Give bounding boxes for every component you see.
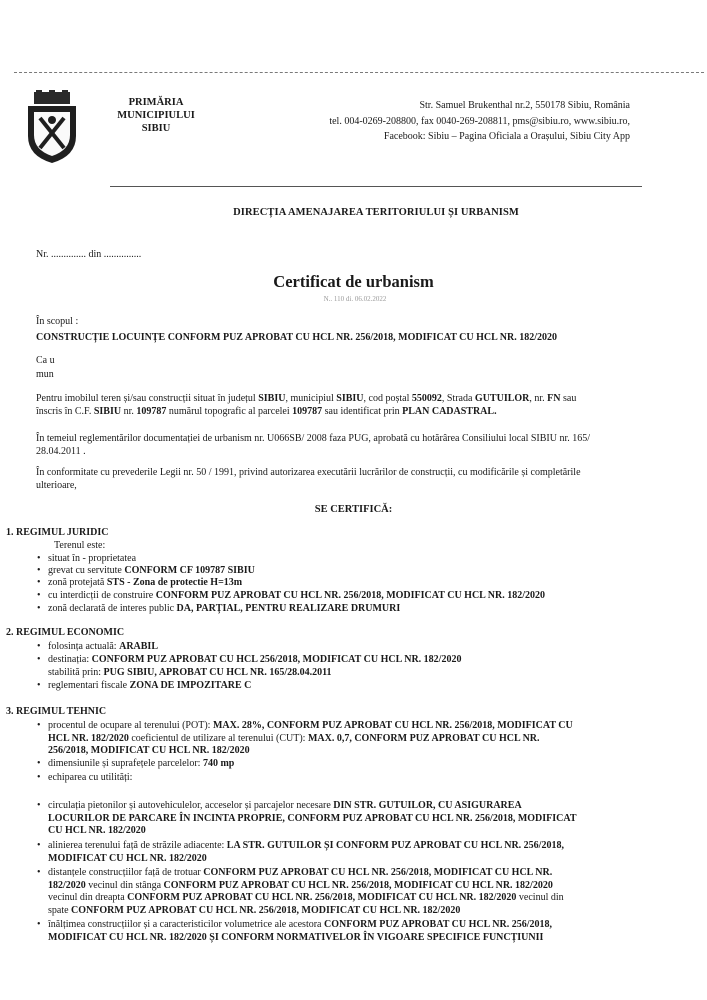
postal-code: 550092 bbox=[411, 393, 442, 404]
law-line-2: ulterioare, bbox=[36, 479, 77, 491]
text-span: , nr. bbox=[529, 393, 548, 404]
header-divider bbox=[110, 186, 642, 187]
list-item: • zonă declarată de interes public DA, PARȚIAL, PENTRU REALIZARE DRUMURI bbox=[37, 603, 401, 614]
item-label: procentul de ocupare al terenului (POT): bbox=[48, 720, 213, 731]
purpose-value: CONSTRUCȚIE LOCUINȚE CONFORM PUZ APROBAT CU HCL NR. 256/2018, MODIFICAT CU HCL NR. 182/2020 bbox=[36, 332, 557, 343]
text-span: înscris în C.F. bbox=[36, 405, 94, 417]
item-value: CONFORM CF 109787 SIBIU bbox=[124, 565, 255, 576]
list-subitem bbox=[48, 667, 332, 678]
item-label: stabilită prin: bbox=[48, 667, 104, 678]
item-value: CONFORM PUZ APROBAT CU HCL NR. 256/2018, MODIFICAT CU HCL NR. 182/2020 bbox=[155, 590, 546, 601]
juridic-intro: Terenul este: bbox=[54, 540, 106, 551]
text-span: numărul topografic al parcelei bbox=[166, 405, 293, 417]
certificate-number: N.. 110 di. 06.02.2022 bbox=[323, 295, 387, 303]
item-value: HCL NR. 182/2020 bbox=[48, 732, 129, 744]
item-value: CONFORM PUZ APROBAT CU HCL NR. 256/2018, bbox=[324, 919, 552, 930]
item-value: MODIFICAT CU HCL NR. 182/2020 bbox=[48, 852, 207, 864]
item-label: distanțele construcțiilor față de trotuar bbox=[48, 867, 204, 878]
item-label: vecinul din stânga bbox=[85, 879, 164, 891]
item-value: LOCURILOR DE PARCARE ÎN INCINTA PROPRIE, CONFORM PUZ APROBAT CU HCL NR. 256/2018, MODIFICAT bbox=[48, 812, 577, 824]
regulation-line-2: 28.04.2011 . bbox=[36, 445, 86, 457]
county-value: SIBIU bbox=[258, 393, 286, 404]
item-value: LA STR. GUTUILOR ȘI CONFORM PUZ APROBAT CU HCL NR. 256/2018, bbox=[226, 840, 564, 851]
item-value: CONFORM PUZ APROBAT CU HCL NR. 256/2018, MODIFICAT CU HCL NR. 182/2020 bbox=[71, 904, 461, 916]
property-paragraph bbox=[36, 393, 696, 418]
ca-label: Ca u bbox=[36, 355, 55, 366]
cf-number: 109787 bbox=[136, 405, 167, 417]
list-item: • zonă protejată STS - Zona de protectie H=13m bbox=[37, 577, 243, 588]
list-item: • dimensiunile și suprafețele parcelelor: 740 mp bbox=[37, 758, 235, 769]
item-label: destinația: bbox=[48, 654, 92, 665]
item-label: folosința actuală: bbox=[48, 641, 120, 652]
item-label: vecinul din dreapta bbox=[48, 892, 128, 903]
text-span: , Strada bbox=[441, 393, 475, 404]
item-label: situat în - proprietatea bbox=[48, 553, 137, 564]
coat-of-arms-icon bbox=[24, 90, 80, 164]
item-label: dimensiunile și suprafețele parcelelor: bbox=[48, 758, 203, 769]
list-item: • echiparea cu utilități: bbox=[37, 772, 133, 783]
list-item: • cu interdicții de construire CONFORM PUZ APROBAT CU HCL NR. 256/2018, MODIFICAT CU HCL NR. 182/2020 bbox=[37, 590, 546, 601]
item-value: CONFORM PUZ APROBAT CU HCL NR. 256/2018, MODIFICAT CU HCL NR. bbox=[203, 867, 553, 878]
parcel-number: 109787 bbox=[292, 405, 323, 417]
list-item: • destinația: CONFORM PUZ APROBAT CU HCL 256/2018, MODIFICAT CU HCL NR. 182/2020 bbox=[37, 654, 462, 665]
law-paragraph bbox=[36, 467, 696, 492]
purpose-label: În scopul : bbox=[36, 316, 79, 327]
item-label: vecinul din bbox=[516, 892, 564, 903]
institution-line1: PRIMĂRIA bbox=[128, 97, 184, 108]
cf-city: SIBIU bbox=[93, 405, 122, 417]
social-line: Facebook: Sibiu – Pagina Oficiala a Orașului, Sibiu City App bbox=[383, 131, 630, 142]
property-line-1 bbox=[36, 393, 696, 406]
item-value: MAX. 28%, CONFORM PUZ APROBAT CU HCL NR. 256/2018, MODIFICAT CU bbox=[212, 720, 573, 731]
contact-block bbox=[240, 98, 630, 145]
institution-line2: MUNICIPIULUI bbox=[117, 110, 195, 121]
item-value: CONFORM PUZ APROBAT CU HCL 256/2018, MODIFICAT CU HCL NR. 182/2020 bbox=[91, 654, 462, 665]
item-label: coeficientul de utilizare al terenului (CUT): bbox=[128, 732, 308, 744]
phone-line: tel. 004-0269-208800, fax 0040-269-208811, pms@sibiu.ro, www.sibiu.ro, bbox=[329, 115, 630, 127]
address: Str. Samuel Brukenthal nr.2, 550178 Sibiu, România bbox=[419, 100, 630, 111]
item-label: spate bbox=[48, 904, 72, 916]
item-label: cu interdicții de construire bbox=[48, 590, 156, 601]
regulation-paragraph bbox=[36, 433, 696, 458]
mun-label: mun bbox=[36, 369, 54, 380]
text-span: , cod poștal bbox=[363, 393, 412, 404]
section-tehnic-heading: 3. REGIMUL TEHNIC bbox=[6, 706, 107, 717]
department-name: DIRECȚIA AMENAJAREA TERITORIULUI ȘI URBANISM bbox=[233, 207, 519, 218]
item-label: grevat cu servitute bbox=[48, 565, 125, 576]
city-value: SIBIU bbox=[336, 393, 364, 404]
item-value: PUG SIBIU, APROBAT CU HCL NR. 165/28.04.2011 bbox=[103, 667, 332, 678]
institution-line3: SIBIU bbox=[141, 123, 171, 134]
law-line-1: În conformitate cu prevederile Legii nr. 50 / 1991, privind autorizarea executării lucrărilor de construcții, cu modificările și completările bbox=[36, 467, 581, 478]
item-value: DA, PARȚIAL, PENTRU REALIZARE DRUMURI bbox=[176, 603, 401, 614]
item-value: 740 mp bbox=[202, 758, 235, 769]
section-economic-heading: 2. REGIMUL ECONOMIC bbox=[6, 627, 125, 638]
item-value: ZONA DE IMPOZITARE C bbox=[129, 680, 252, 691]
certify-heading: SE CERTIFICĂ: bbox=[314, 504, 393, 515]
list-item: • situat în - proprietatea bbox=[37, 553, 137, 564]
text-span: sau bbox=[560, 393, 577, 404]
item-label: zonă protejată bbox=[48, 577, 107, 588]
cadastral-plan: PLAN CADASTRAL. bbox=[402, 405, 497, 417]
item-value: STS - Zona de protectie H=13m bbox=[106, 577, 243, 588]
section-juridic-heading: 1. REGIMUL JURIDIC bbox=[6, 527, 109, 538]
item-label: circulația pietonilor și autovehiculelor, acceselor și parcajelor necesare bbox=[48, 800, 334, 811]
item-label: alinierea terenului față de străzile adiacente: bbox=[48, 840, 227, 851]
page-title: Certificat de urbanism bbox=[273, 272, 434, 291]
item-value: 256/2018, MODIFICAT CU HCL NR. 182/2020 bbox=[48, 745, 250, 756]
text-span: nr. bbox=[121, 405, 137, 417]
item-value: DIN STR. GUTUILOR, CU ASIGURAREA bbox=[333, 800, 522, 811]
text-span: Pentru imobilul teren și/sau construcții situat în județul bbox=[36, 393, 259, 404]
list-item: • folosința actuală: ARABIL bbox=[37, 641, 158, 652]
list-item-circulation: • circulația pietonilor și autovehiculelor, acceselor și parcajelor necesare DIN STR. GUTUILOR, CU ASIGURAREA LOCURILOR DE PARCARE ÎN INCINTA PROPRIE, CONFORM PUZ APROBAT CU HCL NR. 256/2018, MODIFICAT CU HCL NR. 182/2020 bbox=[48, 800, 698, 838]
item-value: MODIFICAT CU HCL NR. 182/2020 ȘI CONFORM NORMATIVELOR ÎN VIGOARE SPECIFICE FUNCȚIUNII bbox=[48, 931, 544, 943]
item-label: zonă declarată de interes public bbox=[48, 603, 177, 614]
item-value: CU HCL NR. 182/2020 bbox=[48, 825, 146, 836]
street-value: GUTUILOR bbox=[474, 393, 530, 404]
list-item-pot-cut: • procentul de ocupare al terenului (POT): MAX. 28%, CONFORM PUZ APROBAT CU HCL NR. 256/2018, MODIFICAT CU HCL NR. 182/2020 coeficientul de utilizare al terenului (CUT): MAX. 0,7, CONFORM PUZ APROBAT CU HCL NR. 256/2018, MODIFICAT CU HCL NR. 182/2020 bbox=[48, 720, 698, 758]
text-span: sau identificat prin bbox=[322, 405, 403, 417]
regulation-line-1: În temeiul reglementărilor documentației de urbanism nr. U066SB/ 2008 faza PUG, aprobată cu hotărârea Consiliului local SIBIU nr. 165/ bbox=[36, 433, 591, 444]
list-item-height: • înălțimea construcțiilor și a caracteristicilor volumetrice ale acestora CONFORM PUZ APROBAT CU HCL NR. 256/2018, MODIFICAT CU HCL NR. 182/2020 ȘI CONFORM NORMATIVELOR ÎN VIGOARE SPECIFICE FUNCȚIUNII bbox=[48, 919, 698, 944]
item-label: înălțimea construcțiilor și a caracteristicilor volumetrice ale acestora bbox=[48, 919, 324, 930]
registration-number: Nr. .............. din ............... bbox=[36, 249, 142, 260]
item-label: reglementari fiscale bbox=[48, 680, 130, 691]
item-label: echiparea cu utilități: bbox=[48, 772, 133, 783]
top-divider bbox=[14, 72, 704, 73]
item-value: 182/2020 bbox=[48, 879, 86, 891]
property-line-2 bbox=[36, 406, 696, 419]
number-value: FN bbox=[547, 393, 561, 404]
item-value: CONFORM PUZ APROBAT CU HCL NR. 256/2018, MODIFICAT CU HCL NR. 182/2020 bbox=[127, 892, 517, 903]
item-value: ARABIL bbox=[119, 641, 158, 652]
list-item-distances: • distanțele construcțiilor față de trotuar CONFORM PUZ APROBAT CU HCL NR. 256/2018, MODIFICAT CU HCL NR. 182/2020 vecinul din stânga CONFORM PUZ APROBAT CU HCL NR. 256/2018, MODIFICAT CU HCL NR. 182/2020 vecinul din dreapta CONFORM PUZ APROBAT CU HCL NR. 256/2018, MODIFICAT CU HCL NR. 182/2020 vecinul din spate CONFORM PUZ APROBAT CU HCL NR. 256/2018, MODIFICAT CU HCL NR. 182/2020 bbox=[37, 867, 564, 916]
item-value: CONFORM PUZ APROBAT CU HCL NR. 256/2018, MODIFICAT CU HCL NR. 182/2020 bbox=[163, 879, 553, 891]
item-value: MAX. 0,7, CONFORM PUZ APROBAT CU HCL NR. bbox=[307, 732, 540, 744]
institution-name bbox=[96, 96, 216, 135]
list-item-alignment: • alinierea terenului față de străzile adiacente: LA STR. GUTUILOR ȘI CONFORM PUZ APROBAT CU HCL NR. 256/2018, MODIFICAT CU HCL NR. 182/2020 bbox=[48, 840, 698, 865]
list-item: • reglementari fiscale ZONA DE IMPOZITARE C bbox=[37, 680, 252, 691]
text-span: , municipiul bbox=[285, 393, 337, 404]
list-item: • grevat cu servitute CONFORM CF 109787 SIBIU bbox=[37, 565, 255, 576]
